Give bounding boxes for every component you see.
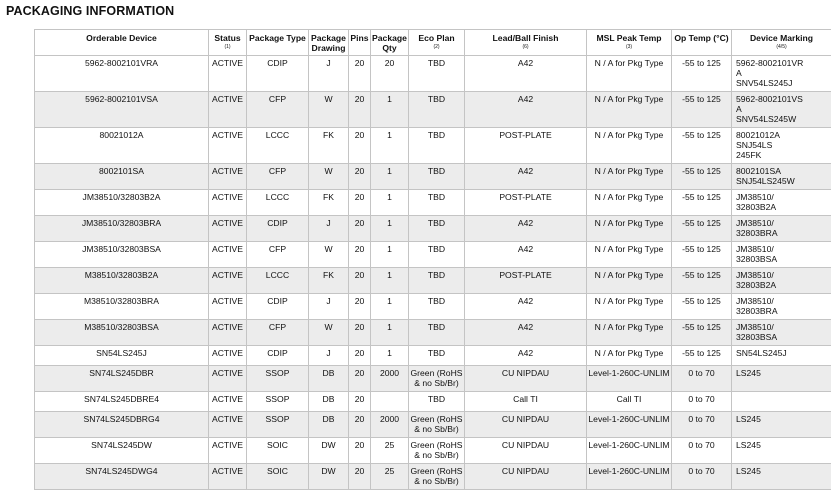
table-row bbox=[35, 412, 831, 438]
table-row bbox=[35, 346, 831, 366]
status-cell: ACTIVE bbox=[209, 216, 247, 242]
package-qty-cell: 1 bbox=[371, 320, 409, 346]
table-row bbox=[35, 242, 831, 268]
package-drawing-cell: J bbox=[309, 216, 349, 242]
device-marking-cell bbox=[732, 294, 831, 320]
table-row bbox=[35, 216, 831, 242]
column-footnote: (6) bbox=[522, 44, 529, 50]
table-body bbox=[35, 56, 831, 490]
pins-cell: 20 bbox=[349, 366, 371, 392]
package-drawing-cell: J bbox=[309, 56, 349, 92]
column-header-label: Pins bbox=[350, 33, 369, 43]
device-marking-cell bbox=[732, 346, 831, 366]
package-type-cell: CDIP bbox=[247, 294, 309, 320]
device-marking-cell bbox=[732, 164, 831, 190]
device-marking-line: 32803B2A bbox=[736, 279, 777, 290]
pins-cell: 20 bbox=[349, 438, 371, 464]
column-header-label: Eco Plan bbox=[418, 33, 455, 43]
table-row bbox=[35, 268, 831, 294]
table-row bbox=[35, 392, 831, 412]
device-marking-cell bbox=[732, 412, 831, 438]
msl-peak-temp-cell: Call TI bbox=[587, 392, 672, 412]
package-type-cell: SSOP bbox=[247, 412, 309, 438]
column-header bbox=[309, 30, 349, 56]
status-cell: ACTIVE bbox=[209, 164, 247, 190]
op-temp-cell: 0 to 70 bbox=[672, 392, 732, 412]
package-qty-cell: 1 bbox=[371, 294, 409, 320]
device-marking-line: JM38510/ bbox=[736, 296, 774, 306]
device-marking-line: 32803BSA bbox=[736, 331, 778, 342]
op-temp-cell: -55 to 125 bbox=[672, 268, 732, 294]
package-drawing-cell: W bbox=[309, 242, 349, 268]
msl-peak-temp-cell: N / A for Pkg Type bbox=[587, 242, 672, 268]
column-footnote: (4/5) bbox=[776, 44, 787, 50]
column-header bbox=[409, 30, 465, 56]
column-footnote: (1) bbox=[224, 44, 231, 50]
package-qty-cell: 1 bbox=[371, 128, 409, 164]
pins-cell: 20 bbox=[349, 412, 371, 438]
eco-plan-cell: TBD bbox=[409, 392, 465, 412]
lead-finish-cell: A42 bbox=[465, 242, 587, 268]
column-header bbox=[465, 30, 587, 56]
lead-finish-cell: POST-PLATE bbox=[465, 128, 587, 164]
column-header-label: Status bbox=[214, 33, 241, 43]
msl-peak-temp-cell: N / A for Pkg Type bbox=[587, 164, 672, 190]
eco-plan-cell: TBD bbox=[409, 128, 465, 164]
package-type-cell: CDIP bbox=[247, 346, 309, 366]
status-cell: ACTIVE bbox=[209, 464, 247, 490]
column-header-label: Lead/Ball Finish bbox=[492, 33, 559, 43]
pins-cell: 20 bbox=[349, 216, 371, 242]
lead-finish-cell: A42 bbox=[465, 216, 587, 242]
op-temp-cell: -55 to 125 bbox=[672, 346, 732, 366]
table-row bbox=[35, 92, 831, 128]
pins-cell: 20 bbox=[349, 56, 371, 92]
table-row bbox=[35, 164, 831, 190]
msl-peak-temp-cell: N / A for Pkg Type bbox=[587, 92, 672, 128]
device-cell: 5962-8002101VSA bbox=[35, 92, 209, 128]
device-cell: SN74LS245DBRE4 bbox=[35, 392, 209, 412]
column-header-label: Package Drawing bbox=[311, 33, 346, 53]
device-marking-cell bbox=[732, 242, 831, 268]
msl-peak-temp-cell: N / A for Pkg Type bbox=[587, 190, 672, 216]
eco-plan-cell: TBD bbox=[409, 56, 465, 92]
eco-plan-cell: Green (RoHS & no Sb/Br) bbox=[409, 366, 465, 392]
package-type-cell: CFP bbox=[247, 92, 309, 128]
package-type-cell: LCCC bbox=[247, 190, 309, 216]
pins-cell: 20 bbox=[349, 346, 371, 366]
lead-finish-cell: POST-PLATE bbox=[465, 268, 587, 294]
column-header-label: Device Marking bbox=[749, 33, 814, 43]
package-qty-cell: 1 bbox=[371, 164, 409, 190]
status-cell: ACTIVE bbox=[209, 346, 247, 366]
msl-peak-temp-cell: N / A for Pkg Type bbox=[587, 320, 672, 346]
op-temp-cell: -55 to 125 bbox=[672, 320, 732, 346]
status-cell: ACTIVE bbox=[209, 438, 247, 464]
status-cell: ACTIVE bbox=[209, 294, 247, 320]
package-type-cell: SSOP bbox=[247, 366, 309, 392]
msl-peak-temp-cell: N / A for Pkg Type bbox=[587, 56, 672, 92]
column-header bbox=[371, 30, 409, 56]
device-marking-line: 245FK bbox=[736, 149, 762, 160]
device-cell: SN74LS245DBR bbox=[35, 366, 209, 392]
device-cell: M38510/32803B2A bbox=[35, 268, 209, 294]
package-drawing-cell: FK bbox=[309, 268, 349, 294]
msl-peak-temp-cell: N / A for Pkg Type bbox=[587, 128, 672, 164]
column-header-label: Package Qty bbox=[372, 33, 407, 53]
pins-cell: 20 bbox=[349, 242, 371, 268]
status-cell: ACTIVE bbox=[209, 242, 247, 268]
lead-finish-cell: A42 bbox=[465, 346, 587, 366]
device-marking-line: SNV54LS245J bbox=[736, 77, 793, 88]
package-qty-cell: 25 bbox=[371, 438, 409, 464]
device-marking-line: 32803BRA bbox=[736, 305, 778, 316]
column-header bbox=[732, 30, 831, 56]
table-row bbox=[35, 56, 831, 92]
lead-finish-cell: CU NIPDAU bbox=[465, 438, 587, 464]
op-temp-cell: -55 to 125 bbox=[672, 164, 732, 190]
pins-cell: 20 bbox=[349, 164, 371, 190]
table-row bbox=[35, 190, 831, 216]
table-row bbox=[35, 294, 831, 320]
column-header bbox=[672, 30, 732, 56]
device-marking-line: LS245 bbox=[736, 466, 761, 476]
eco-plan-cell: TBD bbox=[409, 294, 465, 320]
op-temp-cell: -55 to 125 bbox=[672, 216, 732, 242]
device-marking-cell bbox=[732, 190, 831, 216]
status-cell: ACTIVE bbox=[209, 128, 247, 164]
device-marking-line: LS245 bbox=[736, 440, 761, 450]
device-marking-cell bbox=[732, 56, 831, 92]
column-header bbox=[35, 30, 209, 56]
package-type-cell: CFP bbox=[247, 320, 309, 346]
table-row bbox=[35, 366, 831, 392]
package-type-cell: SSOP bbox=[247, 392, 309, 412]
msl-peak-temp-cell: N / A for Pkg Type bbox=[587, 294, 672, 320]
package-drawing-cell: FK bbox=[309, 128, 349, 164]
op-temp-cell: -55 to 125 bbox=[672, 128, 732, 164]
device-marking-line: JM38510/ bbox=[736, 322, 774, 332]
eco-plan-cell: TBD bbox=[409, 346, 465, 366]
column-header bbox=[247, 30, 309, 56]
device-marking-line: A bbox=[736, 103, 742, 114]
device-marking-cell bbox=[732, 464, 831, 490]
device-marking-line: 8002101SA bbox=[736, 166, 781, 176]
device-cell: 5962-8002101VRA bbox=[35, 56, 209, 92]
device-marking-cell bbox=[732, 366, 831, 392]
pins-cell: 20 bbox=[349, 268, 371, 294]
op-temp-cell: 0 to 70 bbox=[672, 412, 732, 438]
lead-finish-cell: Call TI bbox=[465, 392, 587, 412]
table-row bbox=[35, 128, 831, 164]
status-cell: ACTIVE bbox=[209, 190, 247, 216]
device-marking-line: JM38510/ bbox=[736, 244, 774, 254]
package-drawing-cell: W bbox=[309, 92, 349, 128]
package-qty-cell: 2000 bbox=[371, 412, 409, 438]
lead-finish-cell: A42 bbox=[465, 320, 587, 346]
device-marking-line: A bbox=[736, 67, 742, 78]
package-drawing-cell: W bbox=[309, 164, 349, 190]
package-type-cell: CFP bbox=[247, 242, 309, 268]
eco-plan-cell: TBD bbox=[409, 92, 465, 128]
package-qty-cell: 2000 bbox=[371, 366, 409, 392]
lead-finish-cell: CU NIPDAU bbox=[465, 412, 587, 438]
device-marking-line: SN54LS245J bbox=[736, 348, 787, 358]
pins-cell: 20 bbox=[349, 190, 371, 216]
pins-cell: 20 bbox=[349, 92, 371, 128]
package-type-cell: SOIC bbox=[247, 464, 309, 490]
column-header bbox=[349, 30, 371, 56]
device-cell: 80021012A bbox=[35, 128, 209, 164]
device-marking-line: JM38510/ bbox=[736, 270, 774, 280]
device-marking-line: LS245 bbox=[736, 414, 761, 424]
column-footnote: (3) bbox=[625, 44, 633, 50]
status-cell: ACTIVE bbox=[209, 366, 247, 392]
eco-plan-cell: Green (RoHS & no Sb/Br) bbox=[409, 438, 465, 464]
device-cell: M38510/32803BRA bbox=[35, 294, 209, 320]
device-marking-line: 5962-8002101VS bbox=[736, 94, 803, 104]
device-marking-cell bbox=[732, 268, 831, 294]
device-marking-line: SNV54LS245W bbox=[736, 113, 797, 124]
package-qty-cell: 20 bbox=[371, 56, 409, 92]
column-header-label: Package Type bbox=[249, 33, 306, 43]
package-type-cell: SOIC bbox=[247, 438, 309, 464]
header-row bbox=[35, 30, 831, 56]
package-drawing-cell: DB bbox=[309, 392, 349, 412]
device-cell: SN54LS245J bbox=[35, 346, 209, 366]
pins-cell: 20 bbox=[349, 392, 371, 412]
package-type-cell: CFP bbox=[247, 164, 309, 190]
status-cell: ACTIVE bbox=[209, 412, 247, 438]
device-marking-line: SNJ54LS245W bbox=[736, 175, 795, 186]
table-row bbox=[35, 464, 831, 490]
device-cell: SN74LS245DW bbox=[35, 438, 209, 464]
pins-cell: 20 bbox=[349, 128, 371, 164]
device-marking-cell bbox=[732, 216, 831, 242]
op-temp-cell: -55 to 125 bbox=[672, 92, 732, 128]
pins-cell: 20 bbox=[349, 294, 371, 320]
column-header-label: MSL Peak Temp bbox=[596, 33, 662, 43]
package-drawing-cell: W bbox=[309, 320, 349, 346]
device-cell: SN74LS245DWG4 bbox=[35, 464, 209, 490]
device-marking-line: 32803BSA bbox=[736, 253, 778, 264]
column-footnote: (2) bbox=[433, 44, 440, 50]
op-temp-cell: 0 to 70 bbox=[672, 366, 732, 392]
device-cell: JM38510/32803BRA bbox=[35, 216, 209, 242]
device-marking-line: 5962-8002101VR bbox=[736, 58, 804, 68]
device-marking-cell bbox=[732, 92, 831, 128]
device-cell: JM38510/32803B2A bbox=[35, 190, 209, 216]
package-type-cell: CDIP bbox=[247, 216, 309, 242]
op-temp-cell: -55 to 125 bbox=[672, 242, 732, 268]
device-marking-line: JM38510/ bbox=[736, 192, 774, 202]
column-header-label: Op Temp (°C) bbox=[674, 33, 729, 43]
lead-finish-cell: POST-PLATE bbox=[465, 190, 587, 216]
pins-cell: 20 bbox=[349, 320, 371, 346]
device-marking-cell bbox=[732, 392, 831, 412]
package-qty-cell: 1 bbox=[371, 268, 409, 294]
package-drawing-cell: DB bbox=[309, 412, 349, 438]
status-cell: ACTIVE bbox=[209, 320, 247, 346]
pins-cell: 20 bbox=[349, 464, 371, 490]
msl-peak-temp-cell: N / A for Pkg Type bbox=[587, 346, 672, 366]
lead-finish-cell: A42 bbox=[465, 56, 587, 92]
device-marking-line: SNJ54LS bbox=[736, 139, 773, 150]
device-marking-cell bbox=[732, 438, 831, 464]
eco-plan-cell: Green (RoHS & no Sb/Br) bbox=[409, 412, 465, 438]
status-cell: ACTIVE bbox=[209, 56, 247, 92]
op-temp-cell: 0 to 70 bbox=[672, 464, 732, 490]
page-title: PACKAGING INFORMATION bbox=[6, 4, 175, 18]
package-type-cell: CDIP bbox=[247, 56, 309, 92]
package-drawing-cell: DW bbox=[309, 464, 349, 490]
packaging-table bbox=[34, 29, 831, 490]
device-marking-cell bbox=[732, 128, 831, 164]
msl-peak-temp-cell: Level-1-260C-UNLIM bbox=[587, 438, 672, 464]
package-qty-cell: 1 bbox=[371, 242, 409, 268]
package-type-cell: LCCC bbox=[247, 128, 309, 164]
eco-plan-cell: TBD bbox=[409, 268, 465, 294]
device-marking-cell bbox=[732, 320, 831, 346]
op-temp-cell: -55 to 125 bbox=[672, 190, 732, 216]
package-drawing-cell: J bbox=[309, 346, 349, 366]
msl-peak-temp-cell: Level-1-260C-UNLIM bbox=[587, 366, 672, 392]
device-cell: M38510/32803BSA bbox=[35, 320, 209, 346]
op-temp-cell: -55 to 125 bbox=[672, 56, 732, 92]
eco-plan-cell: TBD bbox=[409, 320, 465, 346]
lead-finish-cell: A42 bbox=[465, 294, 587, 320]
op-temp-cell: 0 to 70 bbox=[672, 438, 732, 464]
package-drawing-cell: DW bbox=[309, 438, 349, 464]
status-cell: ACTIVE bbox=[209, 392, 247, 412]
status-cell: ACTIVE bbox=[209, 268, 247, 294]
table-row bbox=[35, 438, 831, 464]
package-qty-cell: 1 bbox=[371, 190, 409, 216]
package-qty-cell: 25 bbox=[371, 464, 409, 490]
column-header-label: Orderable Device bbox=[86, 33, 157, 43]
lead-finish-cell: A42 bbox=[465, 164, 587, 190]
eco-plan-cell: TBD bbox=[409, 242, 465, 268]
package-type-cell: LCCC bbox=[247, 268, 309, 294]
package-drawing-cell: DB bbox=[309, 366, 349, 392]
device-cell: SN74LS245DBRG4 bbox=[35, 412, 209, 438]
device-cell: 8002101SA bbox=[35, 164, 209, 190]
lead-finish-cell: A42 bbox=[465, 92, 587, 128]
package-drawing-cell: FK bbox=[309, 190, 349, 216]
eco-plan-cell: TBD bbox=[409, 216, 465, 242]
table-row bbox=[35, 320, 831, 346]
msl-peak-temp-cell: N / A for Pkg Type bbox=[587, 216, 672, 242]
op-temp-cell: -55 to 125 bbox=[672, 294, 732, 320]
eco-plan-cell: Green (RoHS & no Sb/Br) bbox=[409, 464, 465, 490]
package-qty-cell: 1 bbox=[371, 92, 409, 128]
device-marking-line: 80021012A bbox=[736, 130, 780, 140]
device-cell: JM38510/32803BSA bbox=[35, 242, 209, 268]
msl-peak-temp-cell: Level-1-260C-UNLIM bbox=[587, 412, 672, 438]
device-marking-line: JM38510/ bbox=[736, 218, 774, 228]
status-cell: ACTIVE bbox=[209, 92, 247, 128]
package-drawing-cell: J bbox=[309, 294, 349, 320]
msl-peak-temp-cell: N / A for Pkg Type bbox=[587, 268, 672, 294]
eco-plan-cell: TBD bbox=[409, 164, 465, 190]
column-header bbox=[587, 30, 672, 56]
lead-finish-cell: CU NIPDAU bbox=[465, 366, 587, 392]
package-qty-cell bbox=[371, 392, 409, 412]
column-header bbox=[209, 30, 247, 56]
device-marking-line: 32803BRA bbox=[736, 227, 778, 238]
package-qty-cell: 1 bbox=[371, 346, 409, 366]
eco-plan-cell: TBD bbox=[409, 190, 465, 216]
package-qty-cell: 1 bbox=[371, 216, 409, 242]
lead-finish-cell: CU NIPDAU bbox=[465, 464, 587, 490]
device-marking-line: 32803B2A bbox=[736, 201, 777, 212]
device-marking-line: LS245 bbox=[736, 368, 761, 378]
msl-peak-temp-cell: Level-1-260C-UNLIM bbox=[587, 464, 672, 490]
